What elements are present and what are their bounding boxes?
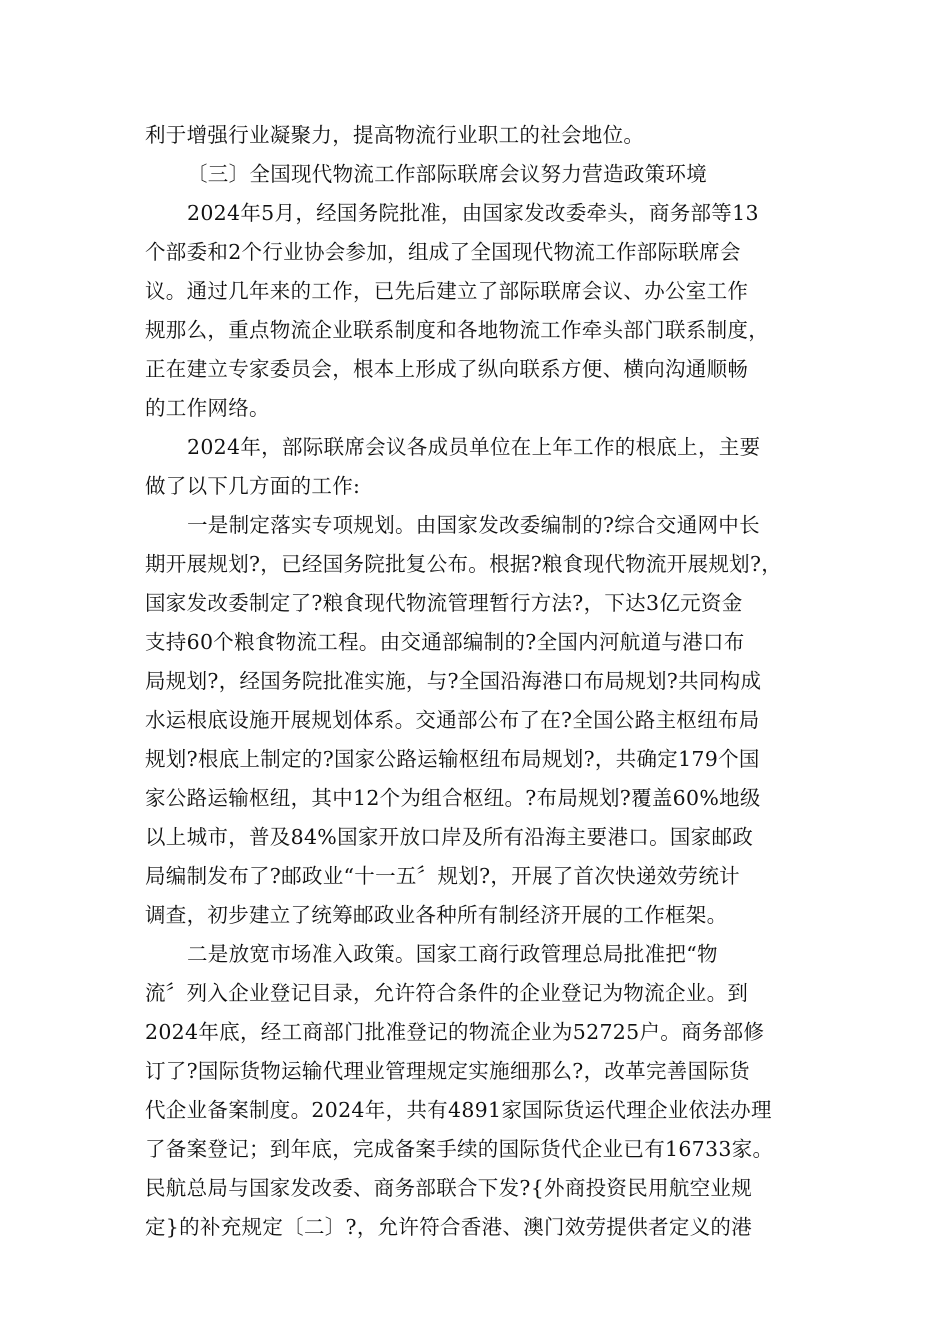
body-line: 规那么，重点物流企业联系制度和各地物流工作牵头部门联系制度， xyxy=(145,318,769,342)
body-line: 民航总局与国家发改委、商务部联合下发?{外商投资民用航空业规 xyxy=(145,1176,753,1200)
body-line: 的工作网络。 xyxy=(145,396,270,420)
body-line: 正在建立专家委员会，根本上形成了纵向联系方便、横向沟通顺畅 xyxy=(145,357,749,381)
body-line: 期开展规划?，已经国务院批复公布。根据?粮食现代物流开展规划?， xyxy=(145,552,783,576)
body-line: 做了以下几方面的工作: xyxy=(145,474,361,498)
paragraph-first-line: 2024年5月，经国务院批准，由国家发改委牵头，商务部等13 xyxy=(187,201,759,225)
paragraph-first-line: 二是放宽市场准入政策。国家工商行政管理总局批准把“物 xyxy=(187,942,718,966)
paragraph-first-line: 2024年，部际联席会议各成员单位在上年工作的根底上，主要 xyxy=(187,435,761,459)
body-line: 了备案登记；到年底，完成备案手续的国际货代企业已有16733家。 xyxy=(145,1137,774,1161)
body-line: 以上城市，普及84%国家开放口岸及所有沿海主要港口。国家邮政 xyxy=(145,825,754,849)
section-heading: 〔三〕全国现代物流工作部际联席会议努力营造政策环境 xyxy=(187,162,707,186)
body-line: 个部委和2个行业协会参加，组成了全国现代物流工作部际联席会 xyxy=(145,240,741,264)
document-page xyxy=(145,116,811,1247)
body-line: 规划?根底上制定的?国家公路运输枢纽布局规划?，共确定179个国 xyxy=(145,747,760,771)
body-line: 流〞列入企业登记目录，允许符合条件的企业登记为物流企业。到 xyxy=(145,981,749,1005)
body-line: 订了?国际货物运输代理业管理规定实施细那么?，改革完善国际货 xyxy=(145,1059,750,1083)
body-line: 家公路运输枢纽，其中12个为组合枢纽。?布局规划?覆盖60%地级 xyxy=(145,786,761,810)
body-line: 议。通过几年来的工作，已先后建立了部际联席会议、办公室工作 xyxy=(145,279,749,303)
body-line: 利于增强行业凝聚力，提高物流行业职工的社会地位。 xyxy=(145,123,645,147)
body-line: 支持60个粮食物流工程。由交通部编制的?全国内河航道与港口布 xyxy=(145,630,745,654)
body-line: 局规划?，经国务院批准实施，与?全国沿海港口布局规划?共同构成 xyxy=(145,669,762,693)
body-line: 定}的补充规定〔二〕?，允许符合香港、澳门效劳提供者定义的港 xyxy=(145,1215,753,1239)
body-line: 2024年底，经工商部门批准登记的物流企业为52725户。商务部修 xyxy=(145,1020,765,1044)
paragraph-first-line: 一是制定落实专项规划。由国家发改委编制的?综合交通网中长 xyxy=(187,513,760,537)
body-line: 代企业备案制度。2024年，共有4891家国际货运代理企业依法办理 xyxy=(145,1098,772,1122)
body-line: 局编制发布了?邮政业“十一五〞规划?，开展了首次快递效劳统计 xyxy=(145,864,740,888)
body-line: 调查，初步建立了统筹邮政业各种所有制经济开展的工作框架。 xyxy=(145,903,728,927)
body-line: 水运根底设施开展规划体系。交通部公布了在?全国公路主枢纽布局 xyxy=(145,708,760,732)
body-line: 国家发改委制定了?粮食现代物流管理暂行方法?，下达3亿元资金 xyxy=(145,591,743,615)
